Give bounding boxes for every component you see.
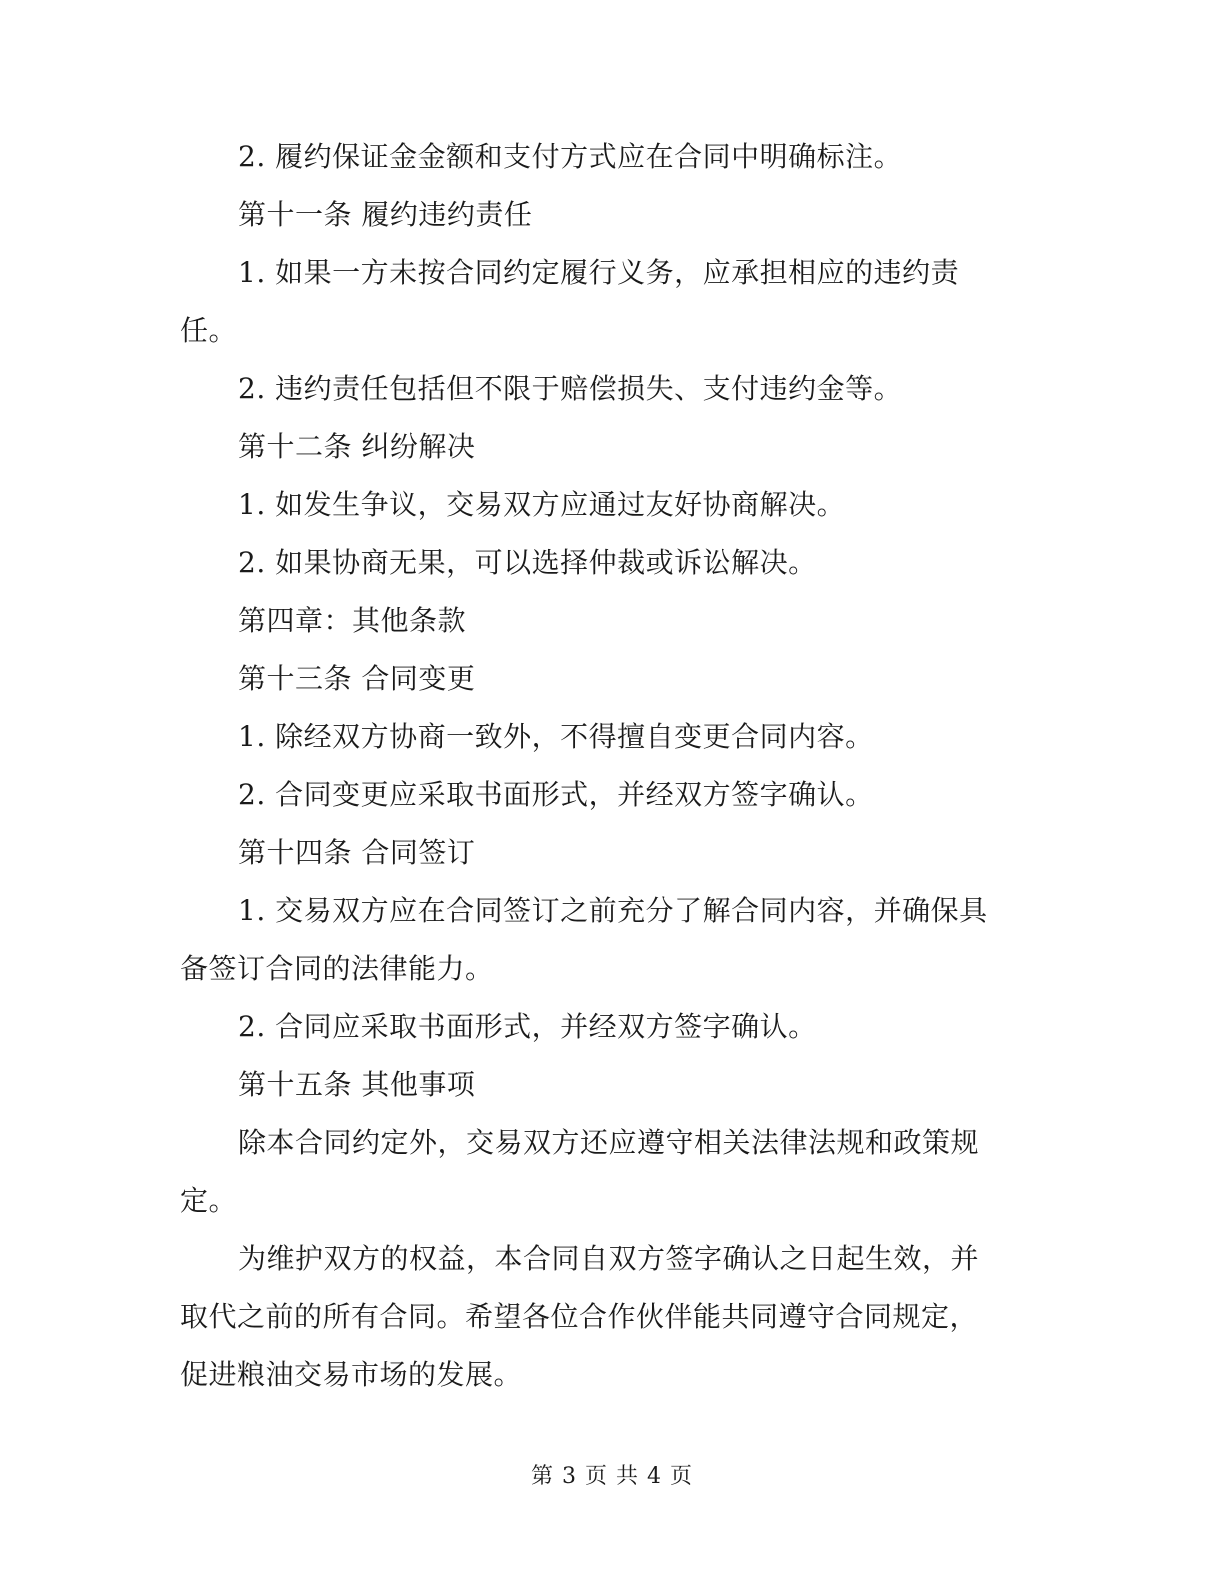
document-body bbox=[180, 128, 1040, 1404]
text-line: 定。 bbox=[180, 1184, 238, 1217]
page-number-footer: 第 3 页 共 4 页 bbox=[531, 1464, 693, 1489]
text-line: 2. 合同变更应采取书面形式，并经双方签字确认。 bbox=[238, 778, 874, 811]
text-line: 2. 合同应采取书面形式，并经双方签字确认。 bbox=[238, 1010, 817, 1043]
text-line: 任。 bbox=[180, 314, 238, 347]
text-line: 2. 违约责任包括但不限于赔偿损失、支付违约金等。 bbox=[238, 372, 903, 405]
text-line: 1. 交易双方应在合同签订之前充分了解合同内容，并确保具 bbox=[238, 894, 988, 927]
article-heading: 第十二条 纠纷解决 bbox=[238, 430, 476, 463]
text-line: 2. 如果协商无果，可以选择仲裁或诉讼解决。 bbox=[238, 546, 817, 579]
article-heading: 第十三条 合同变更 bbox=[238, 662, 476, 695]
article-heading: 第十一条 履约违约责任 bbox=[238, 198, 533, 231]
text-line: 为维护双方的权益，本合同自双方签字确认之日起生效，并 bbox=[238, 1242, 980, 1275]
text-line: 2. 履约保证金金额和支付方式应在合同中明确标注。 bbox=[238, 140, 903, 173]
article-heading: 第十四条 合同签订 bbox=[238, 836, 476, 869]
text-line: 1. 如果一方未按合同约定履行义务，应承担相应的违约责 bbox=[238, 256, 960, 289]
text-line: 促进粮油交易市场的发展。 bbox=[180, 1358, 523, 1391]
text-line: 取代之前的所有合同。希望各位合作伙伴能共同遵守合同规定， bbox=[180, 1300, 979, 1333]
article-heading: 第十五条 其他事项 bbox=[238, 1068, 476, 1101]
text-line: 1. 如发生争议，交易双方应通过友好协商解决。 bbox=[238, 488, 846, 521]
text-line: 1. 除经双方协商一致外，不得擅自变更合同内容。 bbox=[238, 720, 874, 753]
text-line: 除本合同约定外，交易双方还应遵守相关法律法规和政策规 bbox=[238, 1126, 980, 1159]
text-line: 备签订合同的法律能力。 bbox=[180, 952, 494, 985]
chapter-heading: 第四章：其他条款 bbox=[238, 604, 467, 637]
